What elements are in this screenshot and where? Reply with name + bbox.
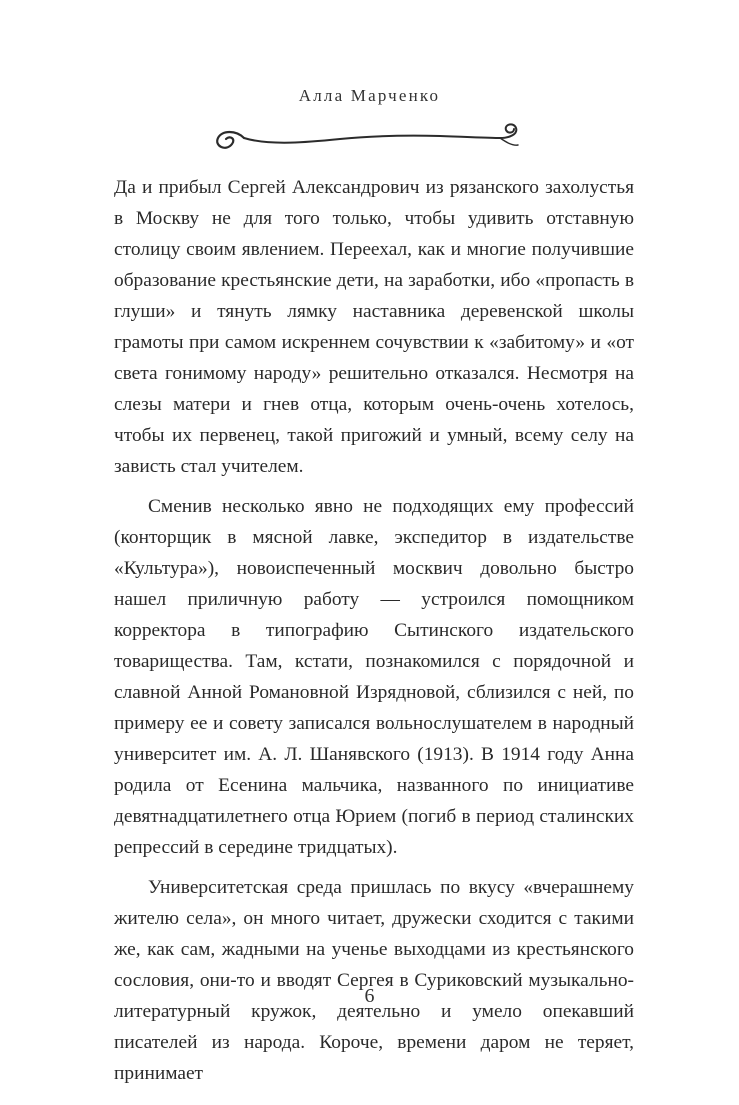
running-title: Алла Марченко [298, 86, 441, 105]
paragraph-1: Да и прибыл Сергей Александрович из рязанского захолустья в Москву не для того только, чтобы удивить отставную столицу своим явлением. Переехал, как и многие получившие образование крестьянские дети, на заработки, ибо «пропасть в глуши» и тянуть лямку наставника деревенской школы грамоты при самом искреннем сочувствии к «забитому» и «от света гонимому народу» решительно отказался. Несмотря на слезы матери и гнев отца, которым очень-очень хотелось, чтобы их первенец, такой пригожий и умный, всему селу на зависть стал учителем. [114, 177, 634, 477]
flourish-ornament-icon [200, 112, 540, 162]
paragraph-2: Сменив несколько явно не подходящих ему профессий (конторщик в мясной лавке, экспедитор в издательстве «Культура»), новоиспеченный москвич довольно быстро нашел приличную работу — устроился помощником корректора в типографию Сытинского издательского товарищества. Там, кстати, познакомился с порядочной и славной Анной Романовной Изрядновой, сблизился с ней, по примеру ее и совету записался вольнослушателем в народный университет им. А. Л. Шанявского (1913). В 1914 году Анна родила от Есенина мальчика, названного по инициативе девятнадцатилетнего отца Юрием (погиб в период сталинских репрессий в середине тридцатых). [114, 496, 634, 858]
paragraph-3: Университетская среда пришлась по вкусу «вчерашнему жителю села», он много читает, дружески сходится с такими же, как сам, жадными на ученье выходцами из крестьянского сословия, они-то и вводят Сергея в Суриковский музыкально-литературный кружок, деятельно и умело опекавший писателей из народа. Короче, времени даром не теряет, принимает [114, 877, 634, 1084]
page-number: 6 [364, 985, 375, 1007]
main-text [114, 172, 634, 1098]
